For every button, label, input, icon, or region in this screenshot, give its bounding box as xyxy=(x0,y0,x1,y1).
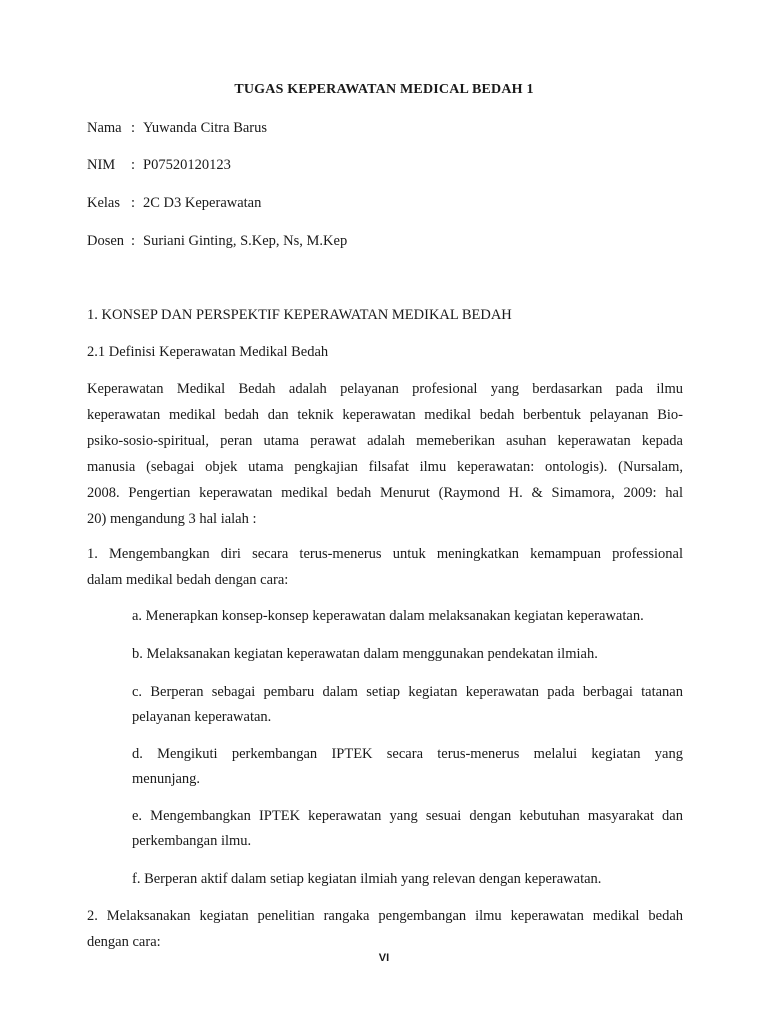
list-item-c: c. Berperan sebagai pembaru dalam setiap kegiatan keperawatan pada berbagai tatanan xyxy=(132,684,683,700)
list-point-2-cont: dengan cara: xyxy=(87,934,161,950)
paragraph-line: Keperawatan Medikal Bedah adalah pelayanan profesional yang berdasarkan pada ilmu xyxy=(87,381,683,397)
info-row-dosen xyxy=(87,233,347,250)
list-item-d-cont: menunjang. xyxy=(132,771,201,787)
list-item-e-cont: perkembangan ilmu. xyxy=(132,833,252,849)
paragraph-line: manusia (sebagai objek utama pengkajian filsafat ilmu keperawatan: ontologis). (Nursalam, xyxy=(87,459,683,475)
paragraph-line: psiko-sosio-spiritual, peran utama perawat adalah memeberikan asuhan keperawatan kepada xyxy=(87,433,683,449)
paragraph-line: 2008. Pengertian keperawatan medikal bedah Menurut (Raymond H. & Simamora, 2009: hal xyxy=(87,485,683,501)
info-row-kelas xyxy=(87,195,261,212)
info-separator: : xyxy=(131,120,136,136)
list-item-e: e. Mengembangkan IPTEK keperawatan yang sesuai dengan kebutuhan masyarakat dan xyxy=(132,808,683,824)
list-item-d: d. Mengikuti perkembangan IPTEK secara terus-menerus melalui kegiatan yang xyxy=(132,746,683,762)
list-point-2: 2. Melaksanakan kegiatan penelitian rangaka pengembangan ilmu keperawatan medikal bedah xyxy=(87,908,683,924)
page-number: VI xyxy=(378,952,390,964)
info-value: P07520120123 xyxy=(143,157,231,173)
info-row-nama xyxy=(87,120,267,137)
info-label: Dosen xyxy=(87,233,125,249)
info-label: NIM xyxy=(87,157,116,173)
info-separator: : xyxy=(131,157,136,173)
list-point-1-cont: dalam medikal bedah dengan cara: xyxy=(87,572,289,588)
list-item-f: f. Berperan aktif dalam setiap kegiatan ilmiah yang relevan dengan keperawatan. xyxy=(132,871,602,887)
info-value: Suriani Ginting, S.Kep, Ns, M.Kep xyxy=(143,233,348,249)
info-label: Kelas xyxy=(87,195,121,211)
subsection-heading: 2.1 Definisi Keperawatan Medikal Bedah xyxy=(87,344,329,360)
paragraph-line: 20) mengandung 3 hal ialah : xyxy=(87,511,257,527)
paragraph-line: keperawatan medikal bedah dan teknik keperawatan medikal bedah berbentuk pelayanan Bio- xyxy=(87,407,683,423)
info-separator: : xyxy=(131,195,136,211)
list-item-c-cont: pelayanan keperawatan. xyxy=(132,709,272,725)
list-item-a: a. Menerapkan konsep-konsep keperawatan dalam melaksanakan kegiatan keperawatan. xyxy=(132,608,644,624)
info-value: Yuwanda Citra Barus xyxy=(143,120,268,136)
document-title: TUGAS KEPERAWATAN MEDICAL BEDAH 1 xyxy=(234,82,534,97)
list-point-1: 1. Mengembangkan diri secara terus-menerus untuk meningkatkan kemampuan professional xyxy=(87,546,683,562)
info-row-nim xyxy=(87,157,231,174)
info-separator: : xyxy=(131,233,136,249)
info-value: 2C D3 Keperawatan xyxy=(143,195,262,211)
info-label: Nama xyxy=(87,120,122,136)
section-heading: 1. KONSEP DAN PERSPEKTIF KEPERAWATAN MEDIKAL BEDAH xyxy=(87,307,512,323)
list-item-b: b. Melaksanakan kegiatan keperawatan dalam menggunakan pendekatan ilmiah. xyxy=(132,646,598,662)
